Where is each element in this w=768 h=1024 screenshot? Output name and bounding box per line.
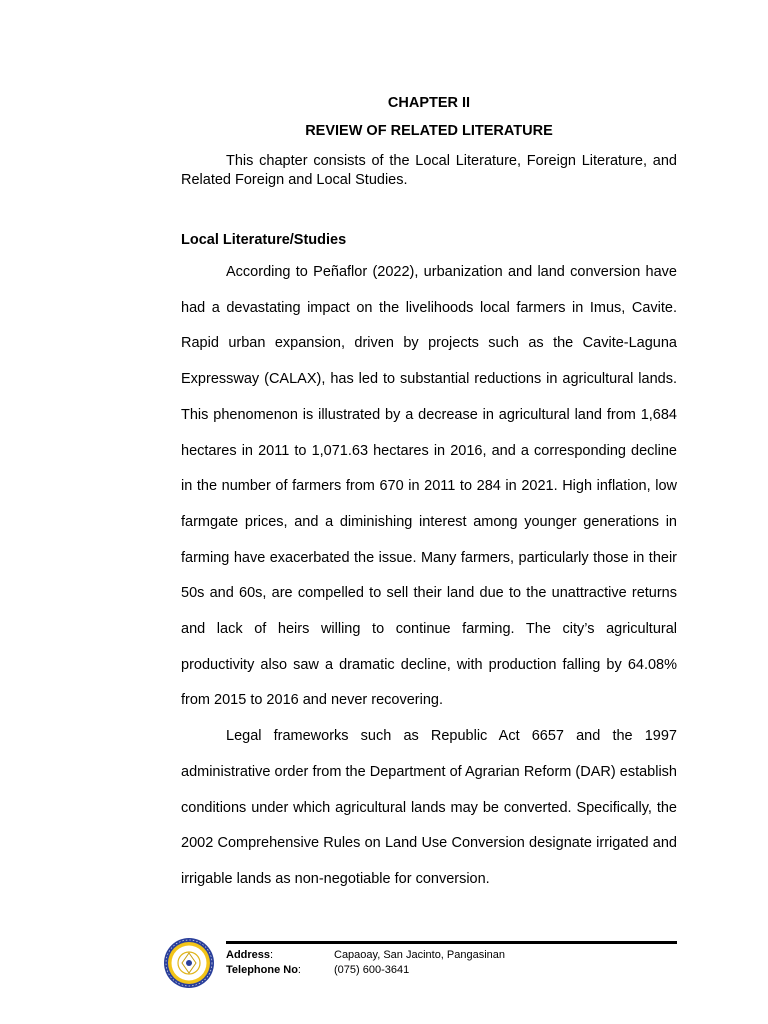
- chapter-title: REVIEW OF RELATED LITERATURE: [305, 123, 553, 139]
- section-body: [181, 255, 677, 898]
- section-heading: Local Literature/Studies: [181, 232, 347, 248]
- address-label: Address:: [226, 949, 274, 961]
- phone-value: (075) 600-3641: [334, 964, 410, 976]
- chapter-heading: CHAPTER II: [387, 95, 471, 111]
- body-paragraph: According to Peñaflor (2022), urbanization and land conversion have had a devastating impact on the livelihoods local farmers in Imus, Cavite. Rapid urban expansion, driven by projects such as the Cavite-Laguna Expressway (CALAX), has led to substantial reductions in agricultural lands. This phenomenon is illustrated by a decrease in agricultural land from 1,684 hectares in 2011 to 1,071.63 hectares in 2016, and a corresponding decline in the number of farmers from 670 in 2011 to 284 in 2021. High inflation, low farmgate prices, and a diminishing interest among younger generations in farming have exacerbated the issue. Many farmers, particularly those in their 50s and 60s, are compelled to sell their land due to the unattractive returns and lack of heirs willing to continue farming. The city’s agricultural productivity also saw a dramatic decline, with production falling by 64.08% from 2015 to 2016 and never recovering.: [181, 264, 677, 709]
- body-paragraph: Legal frameworks such as Republic Act 6657 and the 1997 administrative order from the Department of Agrarian Reform (DAR) establish conditions under which agricultural lands may be converted. Specifically, the 2002 Comprehensive Rules on Land Use Conversion designate irrigated and irrigable lands as non-negotiable for conversion.: [181, 728, 677, 887]
- school-seal-icon: [163, 937, 215, 989]
- intro-paragraph: This chapter consists of the Local Literature, Foreign Literature, and Related Foreign and Local Studies.: [181, 153, 677, 188]
- phone-label: Telephone No:: [226, 964, 301, 976]
- address-value: Capaoay, San Jacinto, Pangasinan: [334, 949, 506, 961]
- footer-rule: [226, 941, 677, 944]
